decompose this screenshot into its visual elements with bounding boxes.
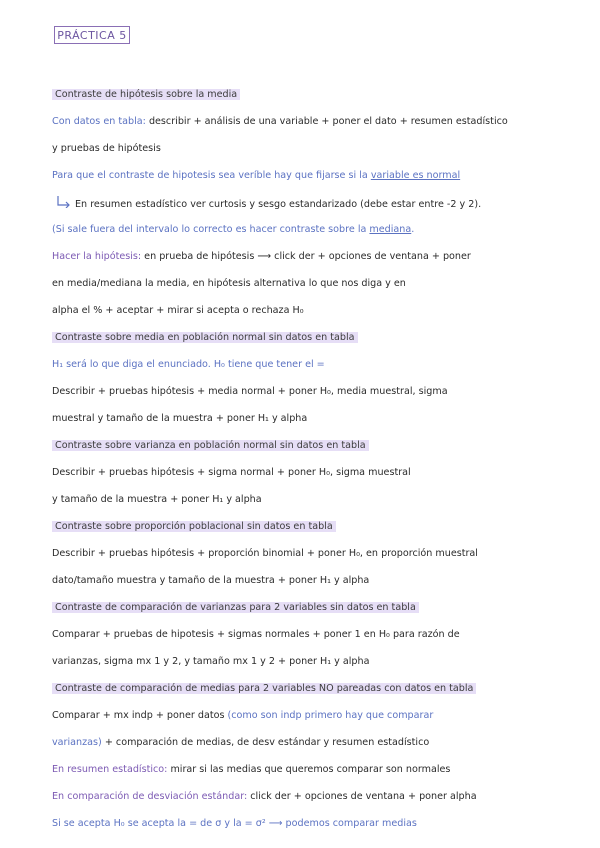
note-text: Comparar + mx indp + poner datos: [52, 710, 228, 721]
note-text: dato/tamaño muestra y tamaño de la muestra + poner H₁ y alpha: [52, 575, 370, 586]
note-line: [52, 601, 560, 615]
note-line: [52, 790, 560, 804]
note-line: [52, 628, 560, 642]
note-text: describir + análisis de una variable + poner el dato + resumen estadístico: [145, 116, 508, 127]
note-text: + comparación de medias, de desv estándar y resumen estadístico: [101, 737, 430, 748]
note-text: muestral y tamaño de la muestra + poner H₁ y alpha: [52, 413, 308, 424]
note-text: mediana: [369, 224, 412, 235]
note-text: En comparación de desviación estándar:: [52, 791, 248, 802]
section-heading: Contraste de comparación de medias para 2 variables NO pareadas con datos en tabla: [52, 683, 476, 694]
note-line: [52, 304, 560, 318]
note-text: variable es normal: [370, 170, 461, 181]
arrow-right-icon: [56, 196, 72, 208]
note-line: [52, 655, 560, 669]
note-text: Comparar + pruebas de hipotesis + sigmas normales + poner 1 en H₀ para razón de: [52, 629, 460, 640]
note-line: [52, 115, 560, 129]
note-text: En resumen estadístico ver curtosis y sesgo estandarizado (debe estar entre -2 y 2).: [75, 199, 482, 210]
note-text: alpha el % + aceptar + mirar si acepta o rechaza H₀: [52, 305, 304, 316]
note-text: En resumen estadístico:: [52, 764, 168, 775]
note-text: y tamaño de la muestra + poner H₁ y alpha: [52, 494, 262, 505]
note-line: [52, 547, 560, 561]
note-text: Describir + pruebas hipótesis + sigma normal + poner H₀, sigma muestral: [52, 467, 411, 478]
note-text: en prueba de hipótesis ⟶ click der + opciones de ventana + poner: [141, 251, 471, 262]
note-line: [52, 88, 560, 102]
note-text: .: [411, 224, 415, 235]
note-line: [52, 169, 560, 183]
section-heading: Contraste de comparación de varianzas para 2 variables sin datos en tabla: [52, 602, 419, 613]
note-line: [52, 709, 560, 723]
note-line: [52, 763, 560, 777]
note-text: varianzas): [52, 737, 102, 748]
note-line: [52, 385, 560, 399]
note-line: [52, 574, 560, 588]
note-text: (Si sale fuera del intervalo lo correcto es hacer contraste sobre la: [52, 224, 370, 235]
note-line: [52, 142, 560, 156]
note-line: [52, 331, 560, 345]
note-line: [52, 277, 560, 291]
note-text: mirar si las medias que queremos comparar son normales: [167, 764, 451, 775]
note-line: [52, 250, 560, 264]
note-text: click der + opciones de ventana + poner alpha: [247, 791, 477, 802]
section-heading: Contraste sobre media en población normal sin datos en tabla: [52, 332, 358, 343]
note-line: [52, 736, 560, 750]
note-line: [52, 439, 560, 453]
note-line: [52, 412, 560, 426]
note-text: H₁ será lo que diga el enunciado. H₀ tiene que tener el =: [52, 359, 325, 370]
note-line: [52, 466, 560, 480]
note-line: [52, 493, 560, 507]
note-text: Si se acepta H₀ se acepta la = de σ y la = σ² ⟶ podemos comparar medias: [52, 818, 417, 829]
section-heading: Contraste sobre varianza en población normal sin datos en tabla: [52, 440, 369, 451]
section-heading: Contraste sobre proporción poblacional sin datos en tabla: [52, 521, 336, 532]
note-line: [52, 520, 560, 534]
note-text: varianzas, sigma mx 1 y 2, y tamaño mx 1 y 2 + poner H₁ y alpha: [52, 656, 370, 667]
note-line: [52, 817, 560, 831]
note-text: (como son indp primero hay que comparar: [227, 710, 434, 721]
note-text: Para que el contraste de hipotesis sea veríble hay que fijarse si la: [52, 170, 371, 181]
section-heading: Contraste de hipótesis sobre la media: [52, 89, 240, 100]
note-text: y pruebas de hipótesis: [52, 143, 161, 154]
note-line: [52, 358, 560, 372]
note-line: [52, 682, 560, 696]
note-text: Describir + pruebas hipótesis + proporción binomial + poner H₀, en proporción muestral: [52, 548, 478, 559]
note-text: Hacer la hipótesis:: [52, 251, 142, 262]
note-text: Describir + pruebas hipótesis + media normal + poner H₀, media muestral, sigma: [52, 386, 448, 397]
note-text: Con datos en tabla:: [52, 116, 146, 127]
page-title: PRÁCTICA 5: [54, 26, 130, 44]
note-line: [56, 196, 560, 212]
note-text: en media/mediana la media, en hipótesis alternativa lo que nos diga y en: [52, 278, 406, 289]
note-line: [52, 223, 560, 237]
